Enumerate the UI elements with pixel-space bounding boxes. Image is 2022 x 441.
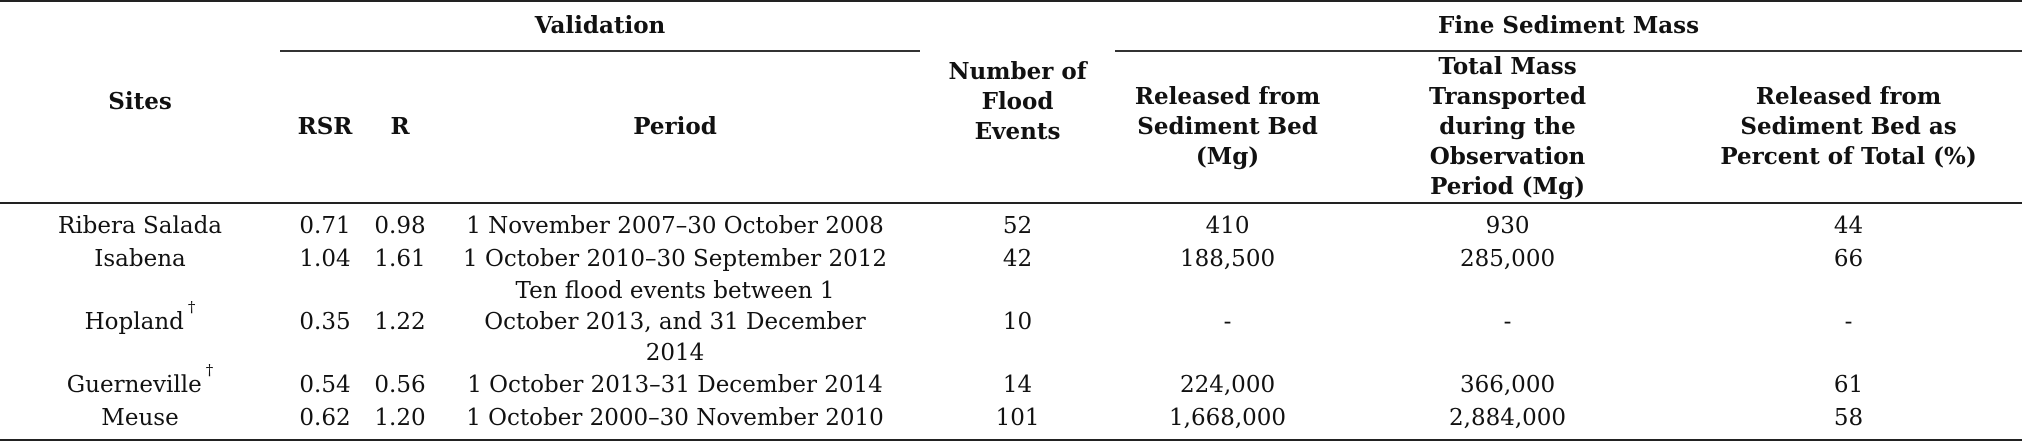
header-period: Period [430,51,920,203]
r-value: 0.56 [374,372,426,398]
total-mass-value: 285,000 [1459,246,1556,272]
footnote-dagger: † [205,361,214,380]
released-bed-value: 188,500 [1179,246,1276,272]
header-released-percent: Released from Sediment Bed as Percent of Total (%) [1675,51,2022,203]
flood-events-value: 52 [1002,213,1033,239]
table-row [0,369,2022,402]
total-mass-value: - [1503,309,1512,335]
total-mass-value: 366,000 [1459,372,1556,398]
table-header [0,1,2022,203]
site-name [0,203,280,243]
released-bed-value: 224,000 [1179,372,1276,398]
released-percent-value: 66 [1833,246,1864,272]
rsr-value: 0.54 [299,372,351,398]
rsr-value: 0.62 [280,402,370,440]
period-value: Ten flood events between 1 October 2013, and 31 December 2014 [484,278,866,366]
flood-events-value: 42 [1002,246,1033,272]
released-bed-value: 1,668,000 [1115,402,1340,440]
site-label: Ribera Salada [58,213,222,239]
footnote-dagger: † [187,298,196,317]
period-value: 1 October 2000–30 November 2010 [430,402,920,440]
r-value: 1.61 [374,246,426,272]
site-label: Isabena [94,246,186,272]
period-value: 1 November 2007–30 October 2008 [466,213,884,239]
period-value: 1 October 2013–31 December 2014 [467,372,883,398]
site-name [0,276,280,369]
site-label: Meuse [101,405,179,431]
header-released-bed: Released from Sediment Bed (Mg) [1115,51,1340,203]
released-percent-value: - [1844,309,1853,335]
site-label: Guerneville [66,372,202,398]
table-body [0,203,2022,440]
rsr-value: 0.71 [299,213,351,239]
site-name [0,402,280,440]
header-group-row [0,1,2022,51]
header-total-mass: Total Mass Transported during the Observation Period (Mg) [1340,51,1675,203]
header-sites: Sites [0,1,280,203]
released-bed-value: 410 [1205,213,1250,239]
site-label: Hopland [84,309,184,335]
flood-events-value: 10 [1002,309,1033,335]
header-flood-events: Number of Flood Events [920,1,1115,203]
table-row [0,402,2022,440]
released-bed-value: - [1223,309,1232,335]
site-name [0,361,280,402]
header-validation: Validation [280,1,920,51]
flood-events-value: 101 [920,402,1115,440]
total-mass-value: 2,884,000 [1340,402,1675,440]
table-row [0,203,2022,243]
r-value: 0.98 [374,213,426,239]
table-row [0,243,2022,276]
rsr-value: 1.04 [299,246,351,272]
flood-events-value: 14 [1002,372,1033,398]
site-name [0,243,280,276]
header-r: R [370,51,430,203]
table-row [0,276,2022,369]
r-value: 1.20 [370,402,430,440]
released-percent-value: 58 [1675,402,2022,440]
period-value: 1 October 2010–30 September 2012 [463,246,887,272]
header-fine-sediment-mass: Fine Sediment Mass [1115,1,2022,51]
released-percent-value: 44 [1833,213,1864,239]
total-mass-value: 930 [1485,213,1530,239]
header-rsr: RSR [280,51,370,203]
rsr-value: 0.35 [299,309,351,335]
r-value: 1.22 [374,309,426,335]
released-percent-value: 61 [1833,372,1864,398]
